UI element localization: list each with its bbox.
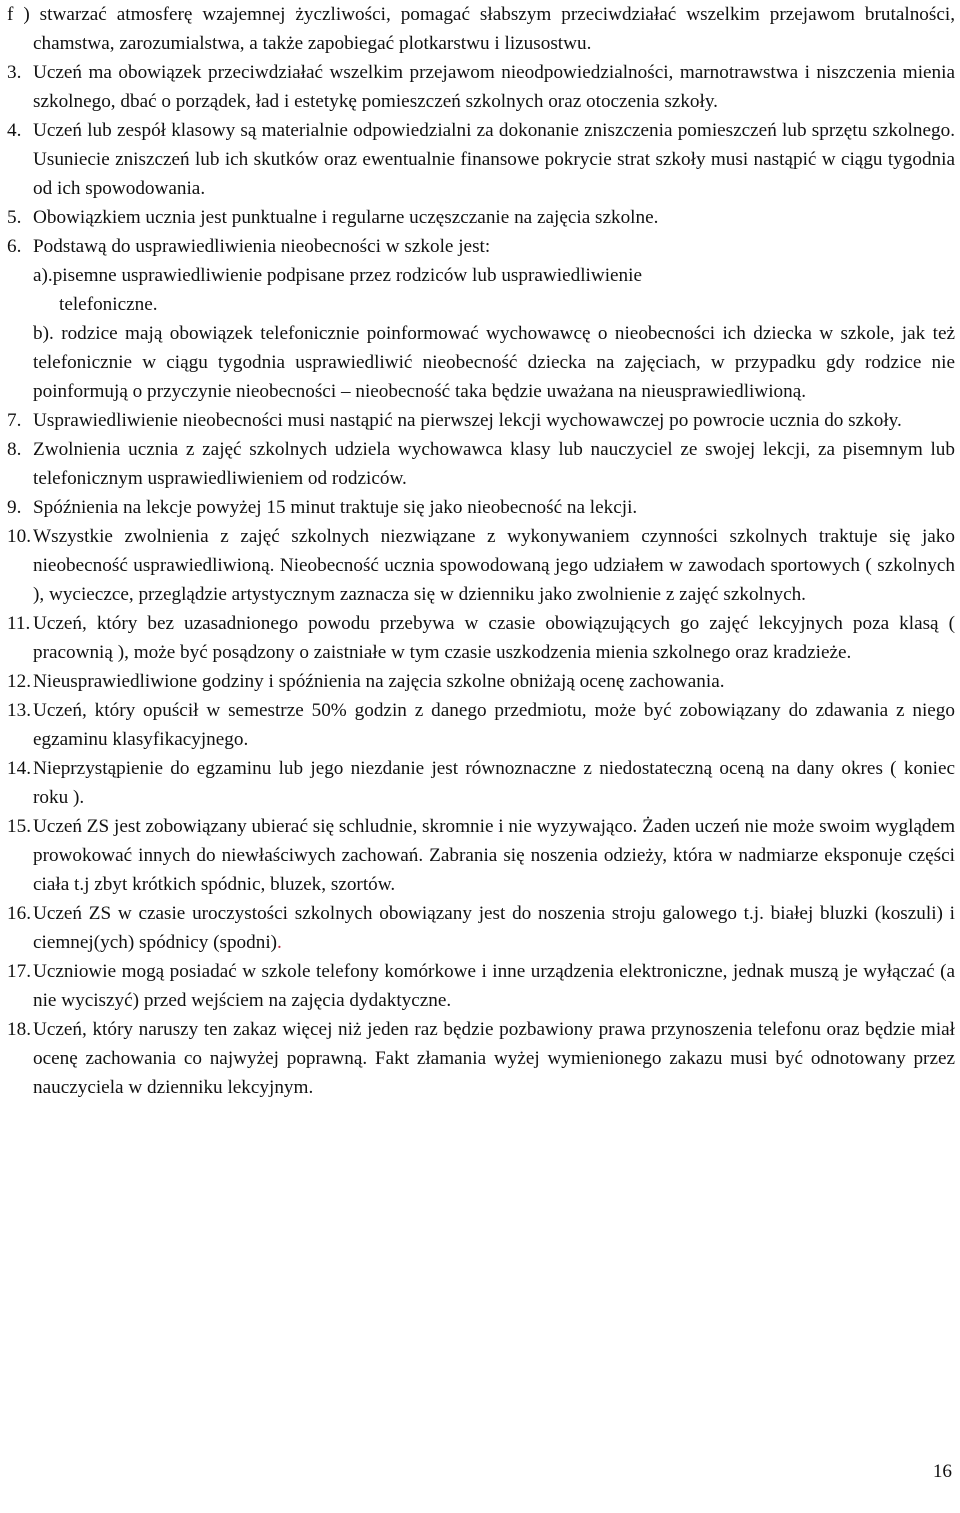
item-5 — [7, 203, 955, 232]
item-4 — [7, 116, 955, 203]
item-text: Uczeń ma obowiązek przeciwdziałać wszelkim przejawom nieodpowiedzialności, marnotrawstwa i niszczenia mienia szkolnego, dbać o porządek, ład i estetykę pomieszczeń szkolnych oraz otoczenia szkoły. — [33, 62, 955, 112]
item-10 — [7, 522, 955, 609]
item-number: 7. — [7, 410, 22, 431]
item-number: 12. — [7, 671, 31, 692]
item-text: b). rodzice mają obowiązek telefonicznie poinformować wychowawcę o nieobecności ich dziecka w szkole, jak też telefonicznie w ciągu tygodnia usprawiedliwić nieobecność dziecka na zajęciach, w przypadku gdy rodzice nie poinformują o przyczynie nieobecności – nieobecność taka będzie uważana na nieusprawiedliwioną. — [33, 323, 955, 402]
item-18 — [7, 1015, 955, 1102]
item-6a — [7, 261, 955, 319]
item-text: Nieusprawiedliwione godziny i spóźnienia na zajęcia szkolne obniżają ocenę zachowania. — [33, 671, 725, 692]
item-text: Nieprzystąpienie do egzaminu lub jego niezdanie jest równoznaczne z niedostateczną oceną na dany okres ( koniec roku ). — [33, 758, 955, 808]
item-text: Uczeń, który opuścił w semestrze 50% godzin z danego przedmiotu, może być zobowiązany do zdawania z niego egzaminu klasyfikacyjnego. — [33, 700, 955, 750]
item-7 — [7, 406, 955, 435]
item-red-period: . — [277, 932, 282, 953]
item-number: 15. — [7, 816, 31, 837]
item-text: Obowiązkiem ucznia jest punktualne i regularne uczęszczanie na zajęcia szkolne. — [33, 207, 659, 228]
item-number: 10. — [7, 526, 31, 547]
item-number: 6. — [7, 236, 22, 257]
item-text: Uczeń, który naruszy ten zakaz więcej niż jeden raz będzie pozbawiony prawa przynoszenia telefonu oraz będzie miał ocenę zachowania co najwyżej poprawną. Fakt złamania wyżej wymienionego zakazu musi być odnotowany przez nauczyciela w dzienniku lekcyjnym. — [33, 1019, 955, 1098]
item-13 — [7, 696, 955, 754]
item-6b — [7, 319, 955, 406]
item-number: 11. — [7, 613, 31, 634]
item-14 — [7, 754, 955, 812]
item-text: Uczniowie mogą posiadać w szkole telefony komórkowe i inne urządzenia elektroniczne, jednak muszą je wyłączać (a nie wyciszyć) przed wejściem na zajęcia dydaktyczne. — [33, 961, 955, 1011]
item-text: Usprawiedliwienie nieobecności musi nastąpić na pierwszej lekcji wychowawczej po powrocie ucznia do szkoły. — [33, 410, 902, 431]
item-text-continued: telefoniczne. — [59, 294, 158, 315]
item-text: Podstawą do usprawiedliwienia nieobecności w szkole jest: — [33, 236, 491, 257]
regulations-text — [7, 0, 955, 1102]
item-number: 5. — [7, 207, 22, 228]
item-text: Uczeń ZS w czasie uroczystości szkolnych obowiązany jest do noszenia stroju galowego t.j. białej bluzki (koszuli) i ciemnej(ych) spódnicy (spodni) — [33, 903, 955, 953]
item-number: 9. — [7, 497, 22, 518]
item-12 — [7, 667, 955, 696]
item-text: Uczeń, który bez uzasadnionego powodu przebywa w czasie obowiązujących go zajęć lekcyjnych poza klasą ( pracownią ), może być posądzony o zaistniałe w tym czasie uszkodzenia mienia szkolnego oraz kradzieże. — [33, 613, 955, 663]
item-text: Uczeń ZS jest zobowiązany ubierać się schludnie, skromnie i nie wyzywająco. Żaden uczeń nie może swoim wyglądem prowokować innych do niewłaściwych zachowań. Zabrania się noszenia odzieży, która w nadmiarze eksponuje części ciała t.j zbyt krótkich spódnic, bluzek, szortów. — [33, 816, 955, 895]
item-number: 4. — [7, 120, 22, 141]
item-16 — [7, 899, 955, 957]
item-text: Wszystkie zwolnienia z zajęć szkolnych niezwiązane z wykonywaniem czynności szkolnych traktuje się jako nieobecność usprawiedliwioną. Nieobecność ucznia spowodowaną jego udziałem w zawodach sportowych ( szkolnych ), wycieczce, przeglądzie artystycznym zaznacza się w dzienniku jako zwolnienie z zajęć szkolnych. — [33, 526, 955, 605]
item-text: Uczeń lub zespół klasowy są materialnie odpowiedzialni za dokonanie zniszczenia pomieszczeń lub sprzętu szkolnego. Usuniecie zniszczeń lub ich skutków oraz ewentualnie finansowe pokrycie strat szkoły musi nastąpić w ciągu tygodnia od ich spowodowania. — [33, 120, 955, 199]
item-text: Spóźnienia na lekcje powyżej 15 minut traktuje się jako nieobecność na lekcji. — [33, 497, 638, 518]
item-3 — [7, 58, 955, 116]
page-number: 16 — [932, 1461, 952, 1482]
item-11 — [7, 609, 955, 667]
item-text: Zwolnienia ucznia z zajęć szkolnych udziela wychowawca klasy lub nauczyciel ze swojej lekcji, za pisemnym lub telefonicznym usprawiedliwieniem od rodziców. — [33, 439, 955, 489]
item-number: 18. — [7, 1019, 31, 1040]
item-number: 17. — [7, 961, 31, 982]
item-number: 16. — [7, 903, 31, 924]
item-f: f ) stwarzać atmosferę wzajemnej życzliwości, pomagać słabszym przeciwdziałać wszelkim przejawom brutalności, chamstwa, zarozumialstwa, a także zapobiegać plotkarstwu i lizusostwu. — [7, 4, 955, 54]
item-6 — [7, 232, 955, 261]
item-number: 8. — [7, 439, 22, 460]
item-text: a).pisemne usprawiedliwienie podpisane przez rodziców lub usprawiedliwienie — [33, 265, 642, 286]
item-9 — [7, 493, 955, 522]
item-number: 14. — [7, 758, 31, 779]
item-17 — [7, 957, 955, 1015]
item-15 — [7, 812, 955, 899]
item-8 — [7, 435, 955, 493]
item-number: 13. — [7, 700, 31, 721]
item-number: 3. — [7, 62, 22, 83]
